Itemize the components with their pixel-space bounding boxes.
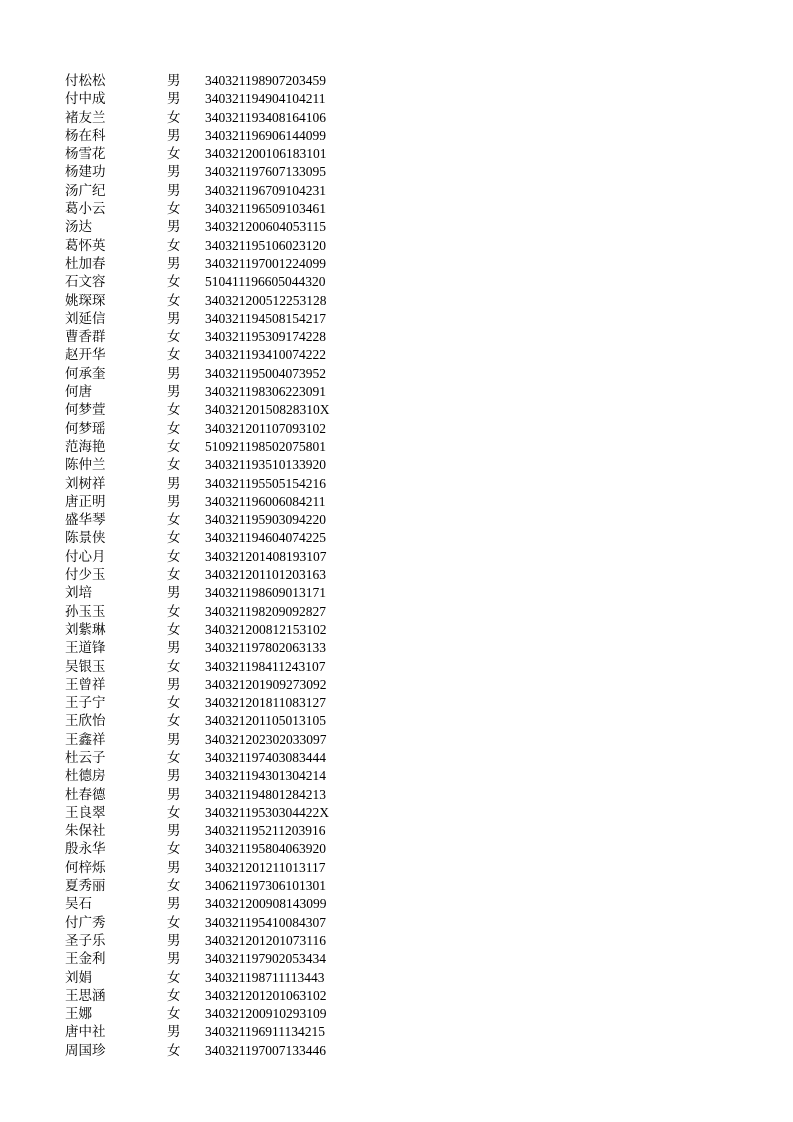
id-number-cell: 340321197802063133 [205, 640, 326, 656]
gender-cell: 女 [167, 548, 181, 565]
table-row [0, 694, 793, 712]
name-cell: 刘培 [65, 585, 92, 602]
gender-cell: 男 [167, 731, 181, 748]
id-number-cell: 340321201101203163 [205, 567, 326, 583]
name-cell: 杜德房 [65, 768, 106, 785]
name-cell: 陈仲兰 [65, 457, 106, 474]
table-row [0, 273, 793, 291]
id-number-cell: 340321193510133920 [205, 457, 326, 473]
table-row [0, 749, 793, 767]
id-number-cell: 340321200106183101 [205, 146, 327, 162]
table-row [0, 383, 793, 401]
id-number-cell: 340321195410084307 [205, 914, 326, 930]
table-row [0, 511, 793, 529]
table-row [0, 731, 793, 749]
table-row [0, 218, 793, 236]
table-row [0, 72, 793, 90]
table-row [0, 822, 793, 840]
gender-cell: 男 [167, 896, 181, 913]
gender-cell: 男 [167, 932, 181, 949]
gender-cell: 女 [167, 621, 181, 638]
id-number-cell: 340321194904104211 [205, 91, 326, 107]
table-row [0, 255, 793, 273]
table-row [0, 109, 793, 127]
name-cell: 葛小云 [65, 201, 106, 218]
table-row [0, 712, 793, 730]
table-row [0, 163, 793, 181]
name-cell: 何梦瑶 [65, 420, 106, 437]
id-number-cell: 340321195903094220 [205, 512, 326, 528]
gender-cell: 男 [167, 859, 181, 876]
table-row [0, 401, 793, 419]
table-row [0, 548, 793, 566]
name-cell: 唐正明 [65, 493, 106, 510]
gender-cell: 女 [167, 292, 181, 309]
table-row [0, 786, 793, 804]
table-row [0, 987, 793, 1005]
id-number-cell: 340321196709104231 [205, 182, 326, 198]
gender-cell: 女 [167, 603, 181, 620]
name-cell: 刘树祥 [65, 475, 106, 492]
id-number-cell: 510411196605044320 [205, 274, 326, 290]
id-number-cell: 340321195106023120 [205, 237, 326, 253]
id-number-cell: 340321201211013117 [205, 859, 326, 875]
name-cell: 杜春德 [65, 786, 106, 803]
id-number-cell: 34032119530304422X [205, 804, 329, 820]
gender-cell: 女 [167, 347, 181, 364]
table-row [0, 145, 793, 163]
name-cell: 范海艳 [65, 438, 106, 455]
name-cell: 杨在科 [65, 127, 106, 144]
gender-cell: 男 [167, 365, 181, 382]
table-row [0, 310, 793, 328]
gender-cell: 女 [167, 146, 181, 163]
table-row [0, 566, 793, 584]
name-cell: 杜云子 [65, 749, 106, 766]
gender-cell: 女 [167, 237, 181, 254]
id-number-cell: 340321200910293109 [205, 1006, 327, 1022]
table-row [0, 346, 793, 364]
table-row [0, 1042, 793, 1060]
name-cell: 朱保社 [65, 823, 106, 840]
id-number-cell: 340621197306101301 [205, 878, 326, 894]
gender-cell: 女 [167, 274, 181, 291]
id-number-cell: 340321198609013171 [205, 585, 326, 601]
table-row [0, 1005, 793, 1023]
table-row [0, 200, 793, 218]
table-row [0, 603, 793, 621]
name-cell: 刘紫琳 [65, 621, 106, 638]
table-row [0, 237, 793, 255]
id-number-cell: 340321196906144099 [205, 127, 326, 143]
table-row [0, 493, 793, 511]
name-cell: 王鑫祥 [65, 731, 106, 748]
gender-cell: 女 [167, 420, 181, 437]
gender-cell: 女 [167, 713, 181, 730]
gender-cell: 女 [167, 1042, 181, 1059]
table-row [0, 676, 793, 694]
name-cell: 石文容 [65, 274, 106, 291]
name-cell: 何唐 [65, 384, 92, 401]
id-number-cell: 340321194604074225 [205, 530, 326, 546]
id-number-cell: 340321195309174228 [205, 329, 326, 345]
table-row [0, 639, 793, 657]
id-number-cell: 340321201408193107 [205, 548, 327, 564]
name-cell: 杜加春 [65, 255, 106, 272]
name-cell: 付广秀 [65, 914, 106, 931]
gender-cell: 女 [167, 658, 181, 675]
table-row [0, 767, 793, 785]
name-cell: 王良翠 [65, 804, 106, 821]
gender-cell: 男 [167, 676, 181, 693]
name-cell: 汤广纪 [65, 182, 106, 199]
gender-cell: 男 [167, 127, 181, 144]
name-cell: 王金利 [65, 951, 106, 968]
gender-cell: 女 [167, 841, 181, 858]
gender-cell: 男 [167, 475, 181, 492]
table-row [0, 658, 793, 676]
gender-cell: 男 [167, 310, 181, 327]
name-cell: 付松松 [65, 73, 106, 89]
name-cell: 褚友兰 [65, 109, 106, 126]
table-row [0, 420, 793, 438]
table-row [0, 969, 793, 987]
gender-cell: 女 [167, 878, 181, 895]
id-number-cell: 340321200908143099 [205, 896, 327, 912]
name-cell: 何承奎 [65, 365, 106, 382]
table-row [0, 932, 793, 950]
table-row [0, 127, 793, 145]
name-cell: 付少玉 [65, 567, 106, 584]
gender-cell: 男 [167, 384, 181, 401]
id-number-cell: 340321194801284213 [205, 786, 326, 802]
table-row [0, 182, 793, 200]
name-cell: 付心月 [65, 548, 106, 565]
name-cell: 吴银玉 [65, 658, 106, 675]
id-number-cell: 340321194508154217 [205, 310, 326, 326]
name-cell: 王思涵 [65, 987, 106, 1004]
name-cell: 唐中社 [65, 1024, 106, 1041]
id-number-cell: 340321197007133446 [205, 1042, 326, 1058]
id-number-cell: 340321198907203459 [205, 73, 326, 88]
name-cell: 曹香群 [65, 329, 106, 346]
name-cell: 王道锋 [65, 640, 106, 657]
id-number-cell: 340321194301304214 [205, 768, 326, 784]
name-cell: 孙玉玉 [65, 603, 106, 620]
gender-cell: 男 [167, 951, 181, 968]
id-number-cell: 340321197403083444 [205, 749, 326, 765]
gender-cell: 女 [167, 512, 181, 529]
roster-table [0, 72, 793, 1060]
id-number-cell: 34032120150828310X [205, 402, 330, 418]
name-cell: 姚琛琛 [65, 292, 106, 309]
id-number-cell: 340321197001224099 [205, 255, 326, 271]
id-number-cell: 510921198502075801 [205, 438, 326, 454]
gender-cell: 女 [167, 201, 181, 218]
id-number-cell: 340321201909273092 [205, 676, 327, 692]
id-number-cell: 340321201105013105 [205, 713, 326, 729]
table-row [0, 529, 793, 547]
name-cell: 何梓烁 [65, 859, 106, 876]
gender-cell: 女 [167, 567, 181, 584]
name-cell: 刘延信 [65, 310, 106, 327]
table-row [0, 859, 793, 877]
name-cell: 吴石 [65, 896, 92, 913]
table-row [0, 877, 793, 895]
gender-cell: 男 [167, 640, 181, 657]
name-cell: 杨建功 [65, 164, 106, 181]
table-row [0, 621, 793, 639]
name-cell: 王曾祥 [65, 676, 106, 693]
name-cell: 杨雪花 [65, 146, 106, 163]
gender-cell: 男 [167, 182, 181, 199]
id-number-cell: 340321201201063102 [205, 987, 327, 1003]
gender-cell: 男 [167, 493, 181, 510]
gender-cell: 男 [167, 823, 181, 840]
table-row [0, 895, 793, 913]
id-number-cell: 340321195505154216 [205, 475, 326, 491]
gender-cell: 女 [167, 329, 181, 346]
id-number-cell: 340321197902053434 [205, 951, 326, 967]
name-cell: 葛怀英 [65, 237, 106, 254]
table-row [0, 292, 793, 310]
id-number-cell: 340321198209092827 [205, 603, 326, 619]
gender-cell: 男 [167, 768, 181, 785]
gender-cell: 男 [167, 585, 181, 602]
name-cell: 夏秀丽 [65, 878, 106, 895]
table-row [0, 1023, 793, 1041]
gender-cell: 女 [167, 457, 181, 474]
gender-cell: 女 [167, 804, 181, 821]
table-row [0, 438, 793, 456]
name-cell: 付中成 [65, 91, 106, 108]
id-number-cell: 340321201201073116 [205, 932, 326, 948]
gender-cell: 女 [167, 695, 181, 712]
name-cell: 陈景侠 [65, 530, 106, 547]
name-cell: 汤达 [65, 219, 92, 236]
id-number-cell: 340321198711113443 [205, 969, 325, 985]
id-number-cell: 340321196006084211 [205, 493, 326, 509]
gender-cell: 男 [167, 1024, 181, 1041]
name-cell: 圣子乐 [65, 932, 106, 949]
gender-cell: 男 [167, 73, 181, 89]
gender-cell: 女 [167, 402, 181, 419]
gender-cell: 男 [167, 91, 181, 108]
table-row [0, 365, 793, 383]
id-number-cell: 340321193408164106 [205, 109, 326, 125]
id-number-cell: 340321198411243107 [205, 658, 326, 674]
id-number-cell: 340321195004073952 [205, 365, 326, 381]
id-number-cell: 340321196509103461 [205, 201, 326, 217]
id-number-cell: 340321197607133095 [205, 164, 326, 180]
gender-cell: 女 [167, 969, 181, 986]
id-number-cell: 340321200812153102 [205, 621, 327, 637]
gender-cell: 女 [167, 1006, 181, 1023]
id-number-cell: 340321196911134215 [205, 1024, 325, 1040]
gender-cell: 女 [167, 530, 181, 547]
name-cell: 王娜 [65, 1006, 92, 1023]
name-cell: 刘娟 [65, 969, 92, 986]
gender-cell: 女 [167, 749, 181, 766]
table-row [0, 914, 793, 932]
gender-cell: 女 [167, 109, 181, 126]
gender-cell: 女 [167, 987, 181, 1004]
gender-cell: 男 [167, 164, 181, 181]
table-row [0, 840, 793, 858]
gender-cell: 男 [167, 255, 181, 272]
id-number-cell: 340321198306223091 [205, 384, 326, 400]
name-cell: 赵开华 [65, 347, 106, 364]
table-row [0, 328, 793, 346]
table-row [0, 90, 793, 108]
gender-cell: 女 [167, 914, 181, 931]
id-number-cell: 340321201811083127 [205, 695, 326, 711]
name-cell: 王子宁 [65, 695, 106, 712]
table-row [0, 475, 793, 493]
table-row [0, 804, 793, 822]
gender-cell: 男 [167, 786, 181, 803]
name-cell: 何梦萱 [65, 402, 106, 419]
name-cell: 殷永华 [65, 841, 106, 858]
name-cell: 周国珍 [65, 1042, 106, 1059]
name-cell: 王欣怡 [65, 713, 106, 730]
id-number-cell: 340321201107093102 [205, 420, 326, 436]
gender-cell: 男 [167, 219, 181, 236]
id-number-cell: 340321195804063920 [205, 841, 326, 857]
id-number-cell: 340321202302033097 [205, 731, 327, 747]
table-row [0, 456, 793, 474]
id-number-cell: 340321200512253128 [205, 292, 327, 308]
id-number-cell: 340321195211203916 [205, 823, 326, 839]
name-cell: 盛华琴 [65, 512, 106, 529]
table-row [0, 584, 793, 602]
table-row [0, 950, 793, 968]
gender-cell: 女 [167, 438, 181, 455]
id-number-cell: 340321193410074222 [205, 347, 326, 363]
id-number-cell: 340321200604053115 [205, 219, 326, 235]
